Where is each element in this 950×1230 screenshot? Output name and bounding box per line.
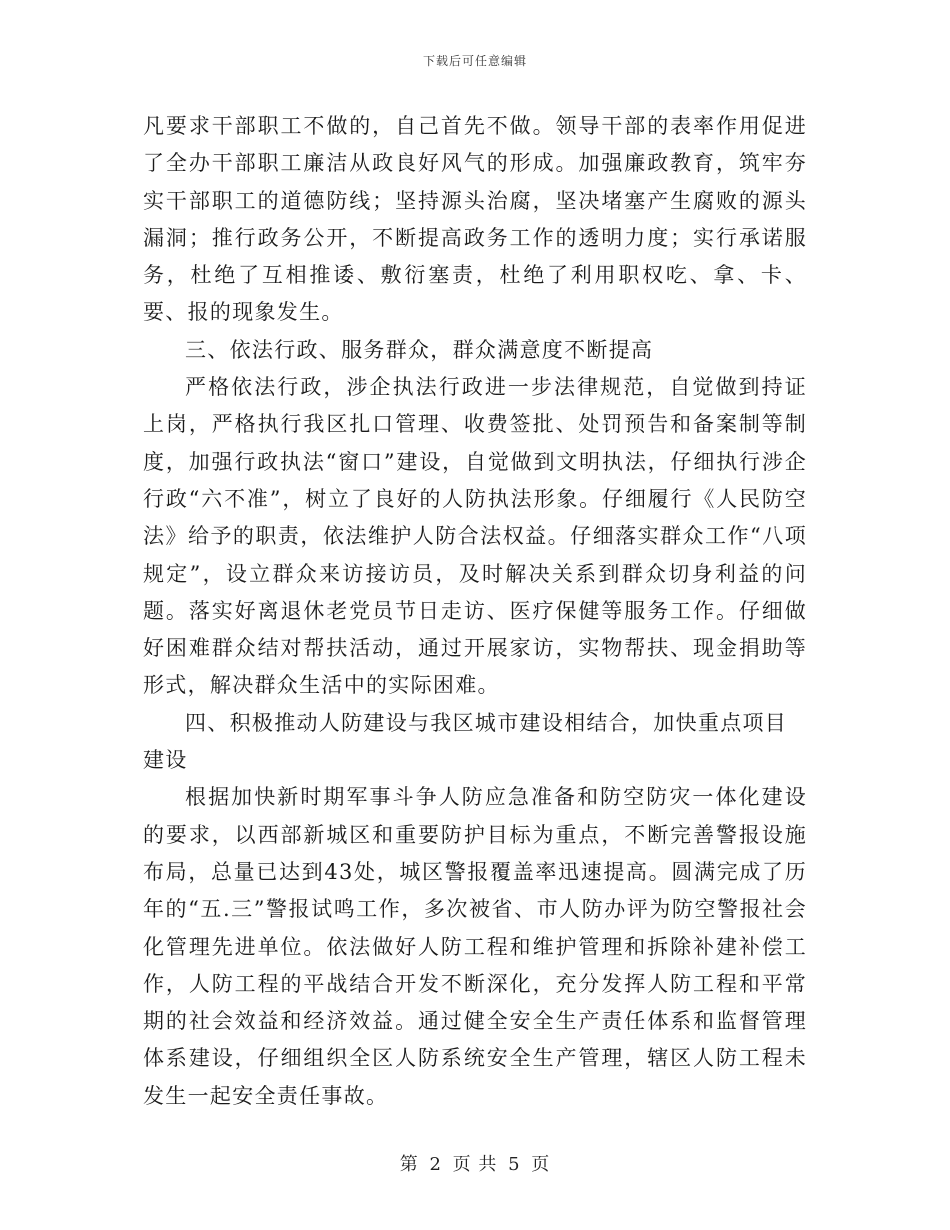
section-heading-3: 三、依法行政、服务群众，群众满意度不断提高 (185, 337, 654, 362)
footer-prefix: 第 (399, 1154, 419, 1175)
footer-middle: 页 共 (452, 1154, 498, 1175)
header-note: 下载后可任意编辑 (422, 54, 527, 68)
footer-current-page: 2 (429, 1154, 442, 1175)
section-heading-4: 四、积极推动人防建设与我区城市建设相结合，加快重点项目建设 (143, 710, 788, 773)
page-footer (0, 1150, 950, 1176)
footer-suffix: 页 (531, 1154, 551, 1175)
paragraph-law-administration: 严格依法行政，涉企执法行政进一步法律规范，自觉做到持证上岗，严格执行我区扎口管理、收费签批、处罚预告和备案制等制度，加强行政执法“窗口”建设，自觉做到文明执法，仔细执行涉企行政“六不准”，树立了良好的人防执法形象。仔细履行《人民防空法》给予的职责，依法维护人防合法权益。仔细落实群众工作“八项规定”，设立群众来访接访员，及时解决关系到群众切身利益的问题。落实好离退休老党员节日走访、医疗保健等服务工作。仔细做好困难群众结对帮扶活动，通过开展家访，实物帮扶、现金捐助等形式，解决群众生活中的实际困难。 (143, 375, 807, 698)
paragraph-civil-defense-construction: 根据加快新时期军事斗争人防应急准备和防空防灾一体化建设的要求，以西部新城区和重要防护目标为重点，不断完善警报设施布局，总量已达到43处，城区警报覆盖率迅速提高。圆满完成了历年的“五.三”警报试鸣工作，多次被省、市人防办评为防空警报社会化管理先进单位。依法做好人防工程和维护管理和拆除补建补偿工作，人防工程的平战结合开发不断深化，充分发挥人防工程和平常期的社会效益和经济效益。通过健全安全生产责任体系和监督管理体系建设，仔细组织全区人防系统安全生产管理，辖区人防工程未发生一起安全责任事故。 (143, 785, 807, 1108)
document-body (143, 108, 807, 1115)
footer-total-pages: 5 (508, 1154, 521, 1175)
paragraph-integrity: 凡要求干部职工不做的，自己首先不做。领导干部的表率作用促进了全办干部职工廉洁从政良好风气的形成。加强廉政教育，筑牢夯实干部职工的道德防线；坚持源头治腐，坚决堵塞产生腐败的源头漏洞；推行政务公开，不断提高政务工作的透明力度；实行承诺服务，杜绝了互相推诿、敷衍塞责，杜绝了利用职权吃、拿、卡、要、报的现象发生。 (143, 114, 807, 325)
